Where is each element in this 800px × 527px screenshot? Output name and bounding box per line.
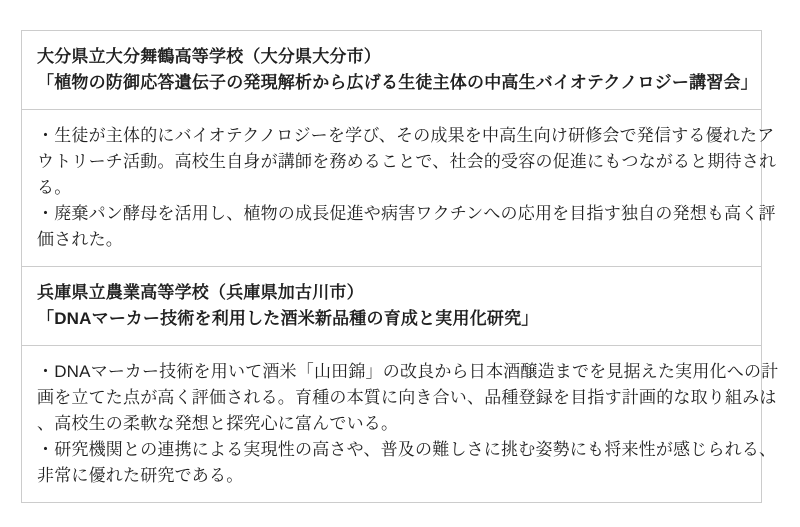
evaluation-row-1 bbox=[22, 109, 777, 266]
evaluation-1-line-2: ウトリーチ活動。高校生自身が講師を務めることで、社会的受容の促進にもつながると期待され bbox=[37, 152, 777, 171]
evaluation-2-line-5: 非常に優れた研究である。 bbox=[37, 466, 244, 485]
school-header-row-2 bbox=[22, 266, 761, 345]
evaluation-2-line-4: ・研究機関との連携による実現性の高さや、普及の難しさに挑む姿勢にも将来性が感じられる、 bbox=[37, 440, 777, 459]
evaluation-1-line-1: ・生徒が主体的にバイオテクノロジーを学び、その成果を中高生向け研修会で発信する優れたア bbox=[37, 126, 775, 145]
evaluation-1-line-4: ・廃棄パン酵母を活用し、植物の成長促進や病害ワクチンへの応用を目指す独自の発想も高く評 bbox=[37, 204, 776, 223]
evaluation-2-line-1: ・DNAマーカー技術を用いて酒米「山田錦」の改良から日本酒醸造までを見据えた実用化への計 bbox=[37, 362, 779, 381]
evaluation-2-line-2: 画を立てた点が高く評価される。育種の本質に向き合い、品種登録を目指す計画的な取り組みは bbox=[37, 388, 777, 407]
evaluation-2-line-3: 、高校生の柔軟な発想と探究心に富んでいる。 bbox=[37, 414, 399, 433]
award-comments-table bbox=[21, 30, 779, 503]
research-title-2: 「DNAマーカー技術を利用した酒米新品種の育成と実用化研究」 bbox=[37, 309, 539, 328]
school-name-1: 大分県立大分舞鶴高等学校（大分県大分市） bbox=[37, 47, 381, 66]
research-title-1: 「植物の防御応答遺伝子の発現解析から広げる生徒主体の中高生バイオテクノロジー講習会」 bbox=[37, 73, 758, 92]
school-name-2: 兵庫県立農業高等学校（兵庫県加古川市） bbox=[37, 283, 364, 302]
school-header-row-1 bbox=[22, 31, 761, 109]
evaluation-row-2 bbox=[22, 345, 779, 502]
evaluation-1-line-5: 価された。 bbox=[37, 230, 123, 249]
evaluation-1-line-3: る。 bbox=[37, 178, 72, 197]
